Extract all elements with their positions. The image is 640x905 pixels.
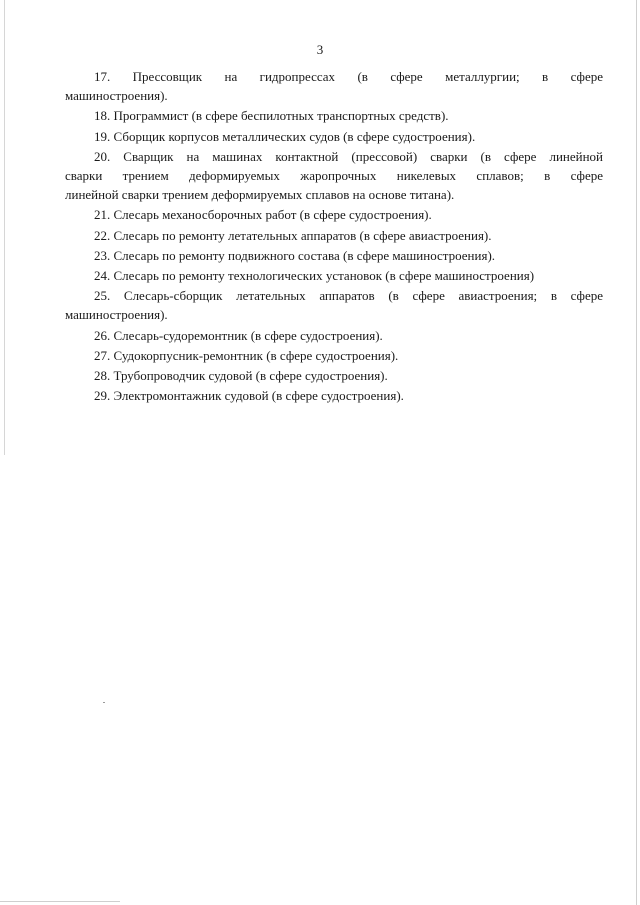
list-item-23-line-1: 23. Слесарь по ремонту подвижного состава (в сфере машиностроения). <box>94 247 496 263</box>
list-item-18 <box>65 106 603 125</box>
list-item-27-line-1: 27. Судокорпусник-ремонтник (в сфере судостроения). <box>94 347 399 363</box>
list-item-19 <box>65 127 603 146</box>
scan-edge-left <box>4 0 5 455</box>
list-item-22-line-1: 22. Слесарь по ремонту летательных аппаратов (в сфере авиастроения). <box>94 227 492 243</box>
list-item-17 <box>65 67 603 105</box>
list-item-19-line-1: 19. Сборщик корпусов металлических судов (в сфере судостроения). <box>94 128 476 144</box>
list-item-17-line-2: машиностроения). <box>65 88 168 104</box>
list-item-18-line-1: 18. Программист (в сфере беспилотных транспортных средств). <box>94 108 449 124</box>
list-item-28-line-1: 28. Трубопроводчик судовой (в сфере судостроения). <box>94 368 388 384</box>
list-item-27 <box>65 346 603 365</box>
page-number: 3 <box>316 42 324 57</box>
scan-edge-bottom <box>0 901 120 902</box>
list-item-22 <box>65 226 603 245</box>
scan-speck <box>103 702 105 703</box>
list-item-20-line-3: линейной сварки трением деформируемых сплавов на основе титана). <box>65 187 455 203</box>
list-item-26 <box>65 326 603 345</box>
profession-list <box>65 67 603 406</box>
list-item-24-line-1: 24. Слесарь по ремонту технологических установок (в сфере машиностроения) <box>94 268 535 284</box>
list-item-25-line-1: 25. Слесарь-сборщик летательных аппаратов (в сфере авиастроения; в сфере <box>94 288 603 304</box>
list-item-23 <box>65 246 603 265</box>
list-item-28 <box>65 366 603 385</box>
list-item-21-line-1: 21. Слесарь механосборочных работ (в сфере судостроения). <box>94 207 432 223</box>
list-item-25 <box>65 286 603 324</box>
list-item-25-line-2: машиностроения). <box>65 307 168 323</box>
list-item-20-line-2: сварки трением деформируемых жаропрочных никелевых сплавов; в сфере <box>65 168 603 184</box>
scan-edge-right <box>636 0 637 905</box>
list-item-20 <box>65 147 603 205</box>
list-item-29 <box>65 386 603 405</box>
list-item-20-line-1: 20. Сварщик на машинах контактной (прессовой) сварки (в сфере линейной <box>94 148 603 164</box>
list-item-17-line-1: 17. Прессовщик на гидропрессах (в сфере металлургии; в сфере <box>94 69 603 84</box>
list-item-24 <box>65 266 603 285</box>
list-item-26-line-1: 26. Слесарь-судоремонтник (в сфере судостроения). <box>94 327 383 343</box>
list-item-21 <box>65 205 603 224</box>
list-item-29-line-1: 29. Электромонтажник судовой (в сфере судостроения). <box>94 388 404 404</box>
